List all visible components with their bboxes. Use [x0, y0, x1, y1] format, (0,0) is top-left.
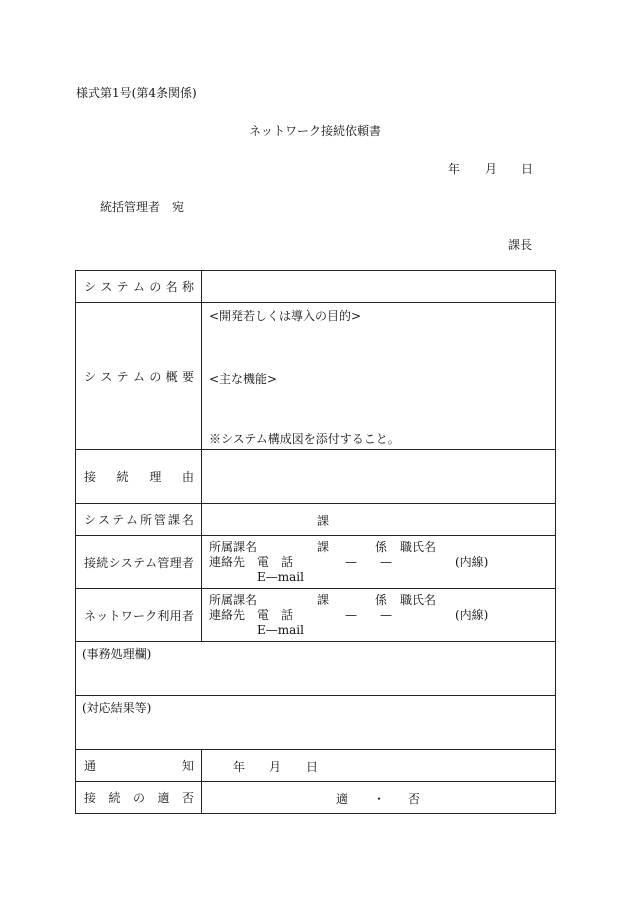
network-user-field[interactable]: [202, 589, 556, 642]
spread-label-text: [76, 789, 201, 806]
admin-extension-label: (内線): [455, 555, 489, 569]
user-email-label: E—mail: [257, 623, 304, 637]
label-char: ム: [132, 280, 145, 294]
label-char: 者: [181, 555, 194, 570]
office-processing-field[interactable]: [76, 642, 556, 696]
label-char: 者: [181, 608, 194, 623]
label-department: [76, 504, 202, 536]
overview-purpose: <開発若しくは導入の目的>: [209, 309, 362, 323]
date-day: 日: [521, 162, 534, 176]
label-char: 称: [181, 280, 194, 294]
label-char: 続: [108, 791, 121, 805]
row-connection-reason: [76, 450, 556, 504]
suitability-separator: ・: [373, 792, 386, 806]
label-system-name: [76, 271, 202, 303]
label-char: 接: [84, 555, 97, 570]
row-system-overview: [76, 303, 556, 450]
label-char: テ: [116, 369, 129, 384]
label-char: 適: [157, 791, 170, 805]
label-char: 由: [181, 470, 194, 484]
label-char: 管: [153, 513, 166, 527]
spread-label-text: [76, 607, 201, 624]
row-department: [76, 504, 556, 536]
label-char: ッ: [96, 608, 109, 623]
label-char: ト: [108, 608, 121, 623]
label-char: ス: [120, 555, 133, 570]
label-connection-admin: [76, 536, 202, 589]
label-char: ム: [132, 369, 145, 384]
connection-admin-field[interactable]: [202, 536, 556, 589]
user-name-label: 職氏名: [400, 593, 437, 607]
date-year: 年: [448, 162, 461, 176]
label-char: 要: [181, 369, 194, 384]
row-suitability: [76, 782, 556, 814]
label-char: シ: [108, 555, 121, 570]
notification-year: 年: [233, 760, 246, 774]
suitability-field[interactable]: [202, 782, 556, 814]
label-char: 概: [165, 369, 178, 384]
suitability-ng: 否: [408, 792, 421, 806]
response-result-field[interactable]: [76, 696, 556, 750]
admin-dash-1: —: [345, 555, 357, 569]
label-char: ム: [145, 555, 158, 570]
admin-dash-2: —: [380, 555, 392, 569]
user-affiliation-label: 所属課名: [209, 593, 258, 607]
label-network-user: [76, 589, 202, 642]
user-dash-1: —: [345, 608, 357, 622]
notification-day: 日: [306, 760, 319, 774]
overview-functions: <主な機能>: [209, 372, 278, 386]
row-system-name: [76, 271, 556, 303]
system-overview-field[interactable]: [202, 303, 556, 450]
label-char: の: [149, 280, 162, 294]
label-char: シ: [84, 369, 97, 384]
department-field[interactable]: [202, 504, 556, 536]
admin-email-label: E—mail: [257, 570, 304, 584]
label-char: ス: [97, 513, 110, 527]
user-phone-label: 電 話: [257, 608, 294, 622]
notification-date-field[interactable]: [202, 750, 556, 782]
chief-title: 課長: [508, 238, 533, 252]
system-name-field[interactable]: [202, 271, 556, 303]
spread-label-text: [76, 278, 201, 295]
label-char: ム: [125, 513, 138, 527]
label-char: 名: [181, 513, 194, 527]
label-char: シ: [84, 280, 97, 294]
label-system-overview: [76, 303, 202, 450]
spread-label-text: [76, 554, 201, 571]
label-char: 用: [169, 608, 182, 623]
connection-reason-field[interactable]: [202, 450, 556, 504]
spread-label-text: [76, 757, 201, 774]
label-char: 所: [139, 513, 152, 527]
user-contact-label: 連絡先: [209, 608, 246, 622]
admin-contact-label: 連絡先: [209, 555, 246, 569]
label-char: テ: [116, 280, 129, 294]
addressee: 統括管理者 宛: [100, 200, 185, 214]
label-char: 通: [84, 759, 97, 773]
office-processing-label: (事務処理欄): [82, 647, 152, 661]
label-char: 続: [96, 555, 109, 570]
label-char: ス: [100, 369, 113, 384]
row-network-user: [76, 589, 556, 642]
notification-month: 月: [269, 760, 282, 774]
response-result-label: (対応結果等): [82, 701, 152, 715]
label-notification: [76, 750, 202, 782]
request-form-table: [75, 270, 556, 814]
label-char: ス: [100, 280, 113, 294]
user-dash-2: —: [380, 608, 392, 622]
label-char: ワ: [120, 608, 133, 623]
spread-label-text: [76, 468, 201, 485]
label-char: ネ: [84, 608, 97, 623]
admin-name-label: 職氏名: [400, 540, 437, 554]
label-char: 接: [84, 791, 97, 805]
label-char: 接: [84, 470, 97, 484]
spread-label-text: [76, 368, 201, 385]
row-notification: [76, 750, 556, 782]
label-char: シ: [84, 513, 97, 527]
department-ka: 課: [317, 514, 330, 528]
user-extension-label: (内線): [455, 608, 489, 622]
user-kakari: 係: [375, 593, 388, 607]
label-char: 課: [167, 513, 180, 527]
row-response-result: [76, 696, 556, 750]
label-char: 理: [169, 555, 182, 570]
label-char: 利: [157, 608, 170, 623]
label-char: の: [132, 791, 145, 805]
form-number: 様式第1号(第4条関係): [76, 86, 197, 100]
admin-kakari: 係: [375, 540, 388, 554]
user-ka: 課: [317, 593, 330, 607]
label-char: 名: [165, 280, 178, 294]
date-month: 月: [485, 162, 498, 176]
label-char: 否: [181, 791, 194, 805]
admin-phone-label: 電 話: [257, 555, 294, 569]
label-char: の: [149, 369, 162, 384]
label-char: 続: [116, 470, 129, 484]
label-char: ク: [145, 608, 158, 623]
label-char: テ: [132, 555, 145, 570]
label-char: 知: [181, 759, 194, 773]
admin-ka: 課: [317, 540, 330, 554]
spread-label-text: [76, 511, 201, 528]
label-suitability: [76, 782, 202, 814]
admin-affiliation-label: 所属課名: [209, 540, 258, 554]
document-title: ネットワーク接続依頼書: [248, 124, 381, 138]
row-connection-admin: [76, 536, 556, 589]
suitability-ok: 適: [336, 792, 349, 806]
overview-note: ※システム構成図を添付すること。: [209, 432, 400, 446]
label-char: ー: [132, 608, 145, 623]
label-connection-reason: [76, 450, 202, 504]
label-char: テ: [111, 513, 124, 527]
label-char: 理: [149, 470, 162, 484]
label-char: 管: [157, 555, 170, 570]
row-office-processing: [76, 642, 556, 696]
